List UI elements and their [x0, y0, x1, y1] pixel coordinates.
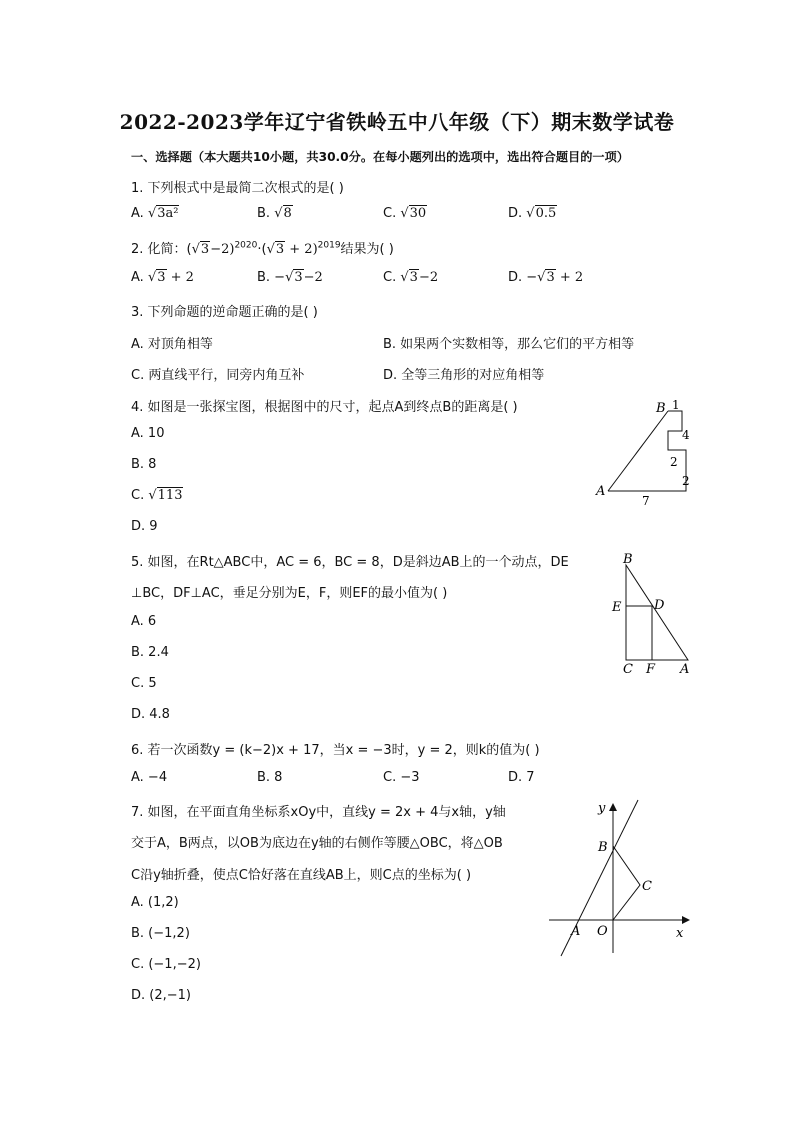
q1-option-a[interactable]: A. √3a² [131, 206, 179, 221]
label-1: 1 [672, 398, 680, 412]
radical: √30 [400, 206, 427, 221]
q5-option-a[interactable]: A. 6 [131, 614, 157, 629]
label-b: B [623, 552, 633, 567]
q5-figure [606, 548, 698, 676]
radical: √0.5 [526, 206, 557, 221]
rectangle-edf [626, 606, 652, 660]
q5-option-c[interactable]: C. 5 [131, 676, 157, 691]
label-x: x [676, 926, 684, 941]
q3-option-b[interactable]: B. 如果两个实数相等，那么它们的平方相等 [383, 337, 635, 352]
q7-option-c[interactable]: C. (−1,−2) [131, 957, 201, 972]
q4-option-d[interactable]: D. 9 [131, 519, 158, 534]
q1-option-d[interactable]: D. √0.5 [508, 206, 557, 221]
label-y: y [598, 801, 606, 816]
path-segments [608, 411, 686, 491]
q3-option-a[interactable]: A. 对顶角相等 [131, 337, 213, 352]
q1-stem: 1. 下列根式中是最简二次根式的是( ) [131, 181, 344, 196]
label-c: C [623, 662, 633, 676]
q6-option-c[interactable]: C. −3 [383, 770, 420, 785]
q2-option-a[interactable]: A. √3 + 2 [131, 270, 194, 285]
q7-option-b[interactable]: B. (−1,2) [131, 926, 190, 941]
q2-option-b[interactable]: B. −√3−2 [257, 270, 323, 285]
label-4: 4 [682, 428, 690, 442]
q7-stem-line3: C沿y轴折叠，使点C恰好落在直线AB上，则C点的坐标为( ) [131, 868, 472, 883]
q6-stem: 6. 若一次函数y = (k−2)x + 17，当x = −3时，y = 2，则k的值为( ) [131, 743, 540, 758]
label-f: F [646, 662, 656, 676]
label-b: B [598, 840, 608, 855]
label-a: A [596, 484, 606, 499]
label-7: 7 [642, 494, 650, 508]
q6-option-b[interactable]: B. 8 [257, 770, 283, 785]
q5-option-b[interactable]: B. 2.4 [131, 645, 169, 660]
q5-stem-line1: 5. 如图，在Rt△ABC中，AC = 6，BC = 8，D是斜边AB上的一个动点，DE [131, 555, 569, 570]
q1-option-b[interactable]: B. √8 [257, 206, 292, 221]
q4-stem: 4. 如图是一张探宝图，根据图中的尺寸，起点A到终点B的距离是( ) [131, 400, 518, 415]
q4-option-c[interactable]: C. √113 [131, 488, 183, 503]
q5-option-d[interactable]: D. 4.8 [131, 707, 170, 722]
q6-option-a[interactable]: A. −4 [131, 770, 168, 785]
q7-figure [544, 798, 694, 958]
q1-option-c[interactable]: C. √30 [383, 206, 427, 221]
q7-stem-line2: 交于A，B两点，以OB为底边在y轴的右侧作等腰△OBC，将△OB [131, 836, 503, 851]
section-heading: 一、选择题（本大题共10小题，共30.0分。在每小题列出的选项中，选出符合题目的一项） [131, 150, 629, 164]
q3-option-c[interactable]: C. 两直线平行，同旁内角互补 [131, 368, 305, 383]
q2-option-d[interactable]: D. −√3 + 2 [508, 270, 584, 285]
q3-stem: 3. 下列命题的逆命题正确的是( ) [131, 305, 318, 320]
q5-stem-line2: ⊥BC，DF⊥AC，垂足分别为E，F，则EF的最小值为( ) [131, 586, 448, 601]
label-o: O [597, 924, 608, 939]
q4-figure [590, 392, 700, 510]
q2-option-c[interactable]: C. √3−2 [383, 270, 439, 285]
q3-option-d[interactable]: D. 全等三角形的对应角相等 [383, 368, 545, 383]
label-d: D [654, 598, 665, 613]
label-e: E [612, 600, 622, 615]
label-2b: 2 [682, 474, 690, 488]
q7-option-a[interactable]: A. (1,2) [131, 895, 179, 910]
hypotenuse-ab [608, 411, 668, 491]
q7-stem-line1: 7. 如图，在平面直角坐标系xOy中，直线y = 2x + 4与x轴，y轴 [131, 805, 506, 820]
q4-option-b[interactable]: B. 8 [131, 457, 157, 472]
q4-option-a[interactable]: A. 10 [131, 426, 165, 441]
page-title: 2022-2023学年辽宁省铁岭五中八年级（下）期末数学试卷 [119, 110, 675, 134]
label-c: C [642, 879, 652, 894]
radical: √8 [274, 206, 292, 221]
radical: √3a² [147, 206, 179, 221]
label-2a: 2 [670, 455, 678, 469]
triangle-obc [613, 846, 640, 920]
label-a: A [571, 924, 581, 939]
q7-option-d[interactable]: D. (2,−1) [131, 988, 191, 1003]
q2-stem: 2. 化简：$(√3-2)^{2020}\cdot(√3 + 2)^{2019}$结果为( ) [131, 240, 394, 257]
radical: √3 [266, 242, 285, 257]
label-a: A [680, 662, 690, 676]
radical: √3 [191, 242, 210, 257]
label-b: B [656, 401, 666, 416]
q6-option-d[interactable]: D. 7 [508, 770, 535, 785]
